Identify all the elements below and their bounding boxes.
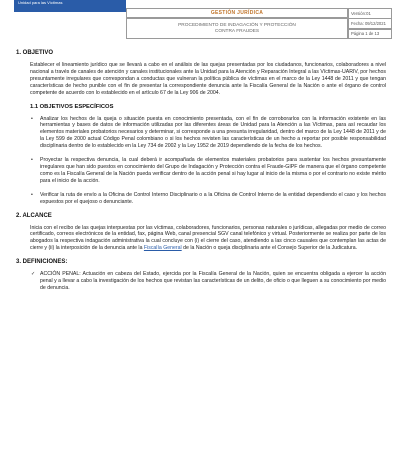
- procedure-title-line-2: CONTRA FRAUDES: [214, 28, 260, 34]
- especifico-text: Analizar los hechos de la queja o situación puesta en conocimiento presentada, con el fin de corroborarlos con la información existente en las herramientas y bases de datos de información utilizadas por las diferentes áreas de Unidad para la Atención a las Víctimas, para así recaudar los elementos materiales probatorios necesarios y determinar, si corresponde a una presunta irregularidad, dentro del marco de la Ley 1448 de 2011 y de la Ley 599 de 2000 actual Código Penal colombiano o si los hechos revisten las características de un hecho a reportar por posible responsabilidad disciplinaria dentro de lo establecido en la Ley 734 de 2002 y la Ley 1952 de 2019 dependiendo de la fecha de los hechos.: [40, 115, 386, 150]
- document-body: [16, 50, 386, 292]
- bullet-icon: •: [31, 157, 33, 164]
- entity-logo: [14, 0, 126, 12]
- alcance-text-a: Inicia con el recibo de las quejas interpuestas por las víctimas, colaboradores, funcionarios, personas naturales o jurídicas, allegadas por medio de correo certificado, correos electrónicos de la entidad, fax, página Web, canal presencial SGV canal telefónico y virtual. Posteriormente se realiza por parte de los abogados la respectiva indagación administrativa la cual concluye con (i) el cierre del caso, atendiendo a las cinco causales que contemplan las actas de cierre y (ii) la interposición de la denuncia ante la: [30, 224, 386, 252]
- checkmark-icon: ✓: [31, 271, 36, 278]
- section-alcance-title: 2. ALCANCE: [16, 212, 52, 219]
- date-label: Fecha: 09/12/2021: [348, 18, 392, 29]
- definiciones-list: [30, 271, 386, 292]
- logo-line-2: Unidad para las Víctimas: [18, 0, 63, 5]
- section-definiciones-title: 3. DEFINICIONES:: [16, 259, 68, 266]
- section-objetivo-title: 1. OBJETIVO: [16, 50, 54, 56]
- alcance-text-b: de la Nación o queja disciplinaria ante el Consejo Superior de la Judicatura.: [181, 245, 358, 252]
- bullet-icon: •: [31, 115, 33, 122]
- especifico-text: Verificar la ruta de envío a la Oficina de Control Interno Disciplinario o a la Oficina de Control Interno de la entidad dependiendo el caso y los hechos expuestos por el quejoso o denunciante.: [40, 191, 386, 205]
- objetivo-paragraph: Establecer el lineamiento jurídico que se llevará a cabo en el análisis de las quejas presentadas por los ciudadanos, funcionarios, colaboradores a nivel nacional a través de canales de atención y canales institucionales ante la Unidad para la Atención y Reparación Integral a las Víctimas-UARIV, por hechos presuntamente irregulares que correspondan a conductas que vulneran la política pública de víctimas en el marco de la Ley 1448 de 2011 y que tengan características de hecho punible con el fin de presentar la correspondiente denuncia ante la Fiscalía General de la Nación o ante el órgano de control competente de acuerdo con lo establecido en el artículo 67 de la Ley 906 de 2004.: [30, 62, 386, 96]
- section-especificos-title: 1.1 OBJETIVOS ESPECÍFICOS: [30, 103, 114, 110]
- version-label: Versión:01: [348, 8, 392, 19]
- document-header: [14, 0, 392, 44]
- bullet-icon: •: [31, 191, 33, 198]
- fiscalia-link[interactable]: Fiscalía General: [143, 245, 182, 252]
- especifico-item: [30, 116, 386, 151]
- definicion-text: ACCIÓN PENAL: Actuación en cabeza del Estado, ejercida por la Fiscalía General de la Nación, quien se encuentra obligada a ejercer la acción penal y a llevar a cabo la investigación de los hechos que revistan las características de un delito, de oficio o que lleguen a su conocimiento por medio de denuncia.: [40, 271, 386, 291]
- definicion-item: [30, 271, 386, 292]
- especifico-item: [30, 157, 386, 185]
- department-name: GESTIÓN JURÍDICA: [126, 8, 348, 18]
- page-number: Página 1 de 13: [348, 29, 392, 40]
- especificos-list: [30, 116, 386, 206]
- procedure-title: [126, 18, 348, 39]
- especifico-text: Proyectar la respectiva denuncia, la cual deberá ir acompañada de elementos materiales probatorios para sustentar los hechos presuntamente irregulares que han sido puestos en conocimiento del Grupo de Indagación y Protección contra el Fraude-GIPF de manera que el órgano competente como es la Fiscalía General de la Nación pueda verificar dentro de la acción penal si hay lugar al inicio de la misma o por el contrario no existe mérito para el inicio de la acción.: [40, 157, 386, 184]
- especifico-item: [30, 192, 386, 206]
- procedure-title-line-1: PROCEDIMIENTO DE INDAGACIÓN Y PROTECCIÓN: [178, 22, 296, 28]
- alcance-paragraph: [30, 225, 386, 253]
